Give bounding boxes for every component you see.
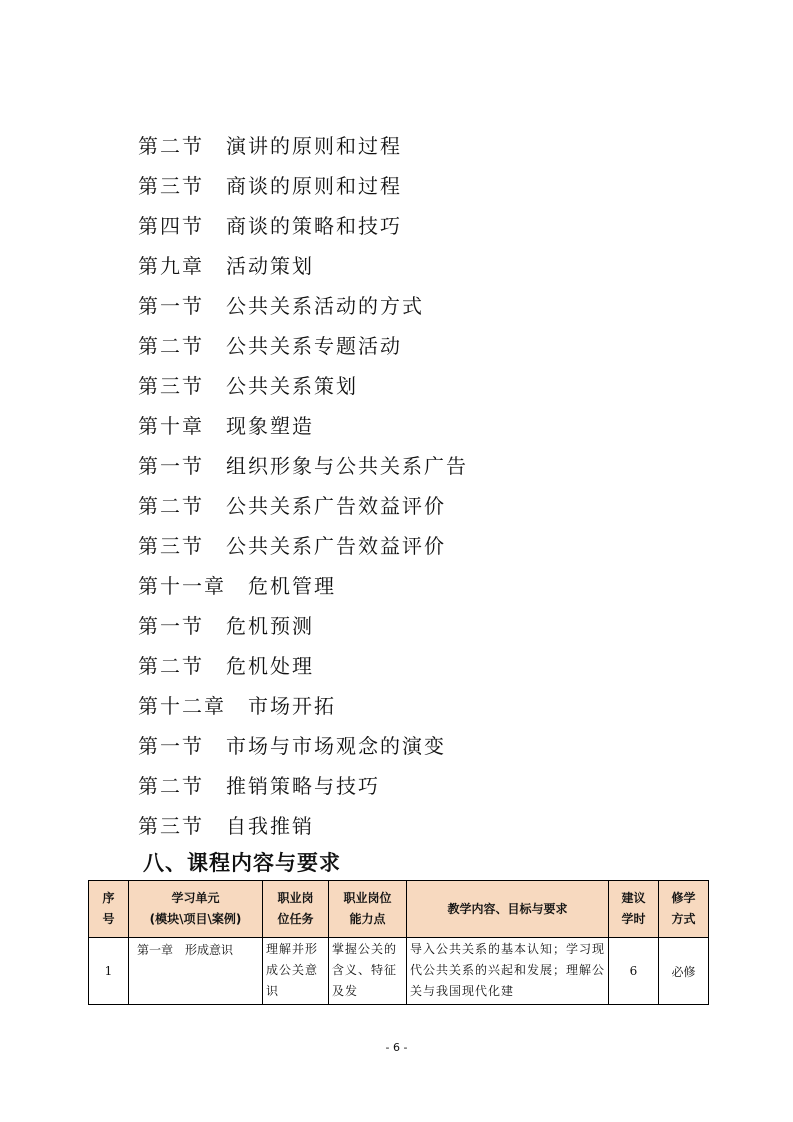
toc-line xyxy=(138,686,468,726)
toc-title: 危机预测 xyxy=(226,614,314,638)
toc-title: 危机处理 xyxy=(226,654,314,678)
toc-line xyxy=(138,166,468,206)
header-unit: 学习单元 (模块\项目\案例) xyxy=(129,881,263,938)
toc-number: 第九章 xyxy=(138,254,204,278)
toc-title: 推销策略与技巧 xyxy=(226,774,380,798)
toc-title: 组织形象与公共关系广告 xyxy=(226,454,468,478)
toc-line xyxy=(138,446,468,486)
toc-line xyxy=(138,726,468,766)
cell-content: 导入公共关系的基本认知；学习现代公共关系的兴起和发展；理解公关与我国现代化建 xyxy=(407,938,609,1005)
toc-title: 活动策划 xyxy=(226,254,314,278)
toc-number: 第二节 xyxy=(138,494,204,518)
toc-line xyxy=(138,646,468,686)
course-content-table xyxy=(88,880,709,1005)
toc-line xyxy=(138,126,468,166)
toc-line xyxy=(138,246,468,286)
toc-line xyxy=(138,366,468,406)
toc-title: 自我推销 xyxy=(226,814,314,838)
toc-title: 公共关系广告效益评价 xyxy=(226,534,446,558)
page-number: - 6 - xyxy=(385,1041,408,1054)
toc-number: 第三节 xyxy=(138,534,204,558)
cell-ability: 掌握公关的含义、特征及发 xyxy=(329,938,407,1005)
toc-line xyxy=(138,526,468,566)
cell-seq: 1 xyxy=(89,938,129,1005)
toc-number: 第二节 xyxy=(138,134,204,158)
toc-number: 第二节 xyxy=(138,774,204,798)
header-ability: 职业岗位 能力点 xyxy=(329,881,407,938)
toc-line xyxy=(138,326,468,366)
toc-number: 第二节 xyxy=(138,654,204,678)
toc-title: 市场与市场观念的演变 xyxy=(226,734,446,758)
toc-title: 公共关系策划 xyxy=(226,374,358,398)
toc-number: 第一节 xyxy=(138,734,204,758)
toc-title: 公共关系广告效益评价 xyxy=(226,494,446,518)
toc-line xyxy=(138,406,468,446)
toc-title: 危机管理 xyxy=(248,574,336,598)
toc-line xyxy=(138,766,468,806)
toc-title: 市场开拓 xyxy=(248,694,336,718)
section-heading: 八、课程内容与要求 xyxy=(143,851,341,875)
toc-number: 第三节 xyxy=(138,374,204,398)
toc-number: 第一节 xyxy=(138,614,204,638)
toc-title: 公共关系专题活动 xyxy=(226,334,402,358)
toc-number: 第二节 xyxy=(138,334,204,358)
toc-title: 商谈的策略和技巧 xyxy=(226,214,402,238)
toc-line xyxy=(138,806,468,846)
table-row xyxy=(89,938,709,1005)
toc-number: 第三节 xyxy=(138,814,204,838)
toc-line xyxy=(138,206,468,246)
cell-mode: 必修 xyxy=(659,938,709,1005)
toc-title: 演讲的原则和过程 xyxy=(226,134,402,158)
header-content: 教学内容、目标与要求 xyxy=(407,881,609,938)
toc-number: 第三节 xyxy=(138,174,204,198)
toc-line xyxy=(138,566,468,606)
cell-unit: 第一章 形成意识 xyxy=(129,938,263,1005)
header-seq: 序 号 xyxy=(89,881,129,938)
toc-line xyxy=(138,286,468,326)
toc-title: 现象塑造 xyxy=(226,414,314,438)
header-hours: 建议 学时 xyxy=(609,881,659,938)
cell-task: 理解并形成公关意识 xyxy=(263,938,329,1005)
toc-title: 公共关系活动的方式 xyxy=(226,294,424,318)
toc-number: 第十二章 xyxy=(138,694,226,718)
toc-number: 第十一章 xyxy=(138,574,226,598)
header-mode: 修学 方式 xyxy=(659,881,709,938)
table-header-row xyxy=(89,881,709,938)
toc-number: 第十章 xyxy=(138,414,204,438)
table-of-contents xyxy=(138,126,468,846)
toc-number: 第四节 xyxy=(138,214,204,238)
toc-title: 商谈的原则和过程 xyxy=(226,174,402,198)
toc-line xyxy=(138,486,468,526)
toc-number: 第一节 xyxy=(138,454,204,478)
toc-line xyxy=(138,606,468,646)
cell-hours: 6 xyxy=(609,938,659,1005)
header-task: 职业岗 位任务 xyxy=(263,881,329,938)
toc-number: 第一节 xyxy=(138,294,204,318)
